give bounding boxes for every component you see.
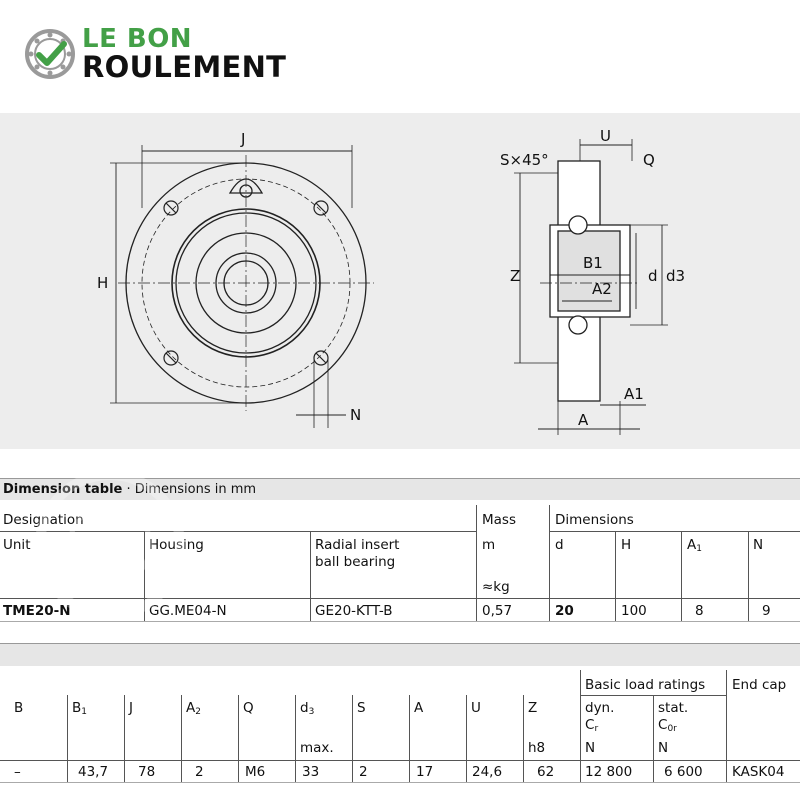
mass-unit-kg: ≈kg: [482, 579, 510, 595]
label-S45: S×45°: [500, 151, 549, 169]
brand-line1: LE BON: [82, 24, 193, 54]
A2-header: $A_2$: [186, 700, 201, 717]
label-B1: B1: [583, 254, 603, 272]
bearing-check-icon: [24, 28, 76, 80]
row2-S: 2: [359, 764, 368, 780]
label-Q: Q: [643, 151, 655, 169]
dimensions-header: Dimensions: [555, 512, 634, 528]
label-A: A: [578, 411, 589, 429]
B-header: B: [14, 700, 24, 716]
designation-header: Designation: [3, 512, 84, 528]
row2-B1: 43,7: [78, 764, 109, 780]
label-A2: A2: [592, 280, 612, 298]
endcap-header: End cap: [732, 677, 787, 693]
row2-J: 78: [138, 764, 156, 780]
dim-N-header: N: [753, 537, 764, 553]
flange-unit-drawing: [0, 113, 800, 449]
table1-subtitle: · Dimensions in mm: [122, 482, 257, 497]
row-A1: 8: [695, 603, 704, 619]
dim-H-header: H: [621, 537, 632, 553]
row2-Cr: 12 800: [585, 764, 633, 780]
row2-A2: 2: [195, 764, 204, 780]
row2-d3: 33: [302, 764, 320, 780]
row2-B: –: [14, 764, 21, 780]
label-U: U: [600, 127, 611, 145]
brand-logo: [24, 26, 286, 82]
S-header: S: [357, 700, 366, 716]
insert-header-line2: ball bearing: [315, 554, 396, 570]
row-unit: TME20-N: [3, 603, 71, 619]
label-N: N: [350, 406, 362, 424]
mass-unit-m: m: [482, 537, 496, 553]
label-H: H: [97, 274, 109, 292]
A-header: A: [414, 700, 424, 716]
housing-header: Housing: [149, 537, 204, 553]
row-d: 20: [555, 603, 574, 619]
row-N: 9: [762, 603, 771, 619]
label-A1: A1: [624, 385, 644, 403]
B1-header: $B_1$: [72, 700, 87, 717]
row2-Q: M6: [245, 764, 266, 780]
dyn-label: dyn.: [585, 700, 615, 716]
Cr-unit: N: [585, 740, 596, 756]
row2-U: 24,6: [472, 764, 503, 780]
row2-C0r: 6 600: [664, 764, 703, 780]
d3-header: $d_3$: [300, 700, 315, 717]
dim-A1-header: $A_1$: [687, 537, 702, 554]
label-d3: d3: [666, 267, 686, 285]
row2-Z: 62: [537, 764, 555, 780]
mass-header: Mass: [482, 512, 516, 528]
row2-endcap: KASK04: [732, 764, 785, 780]
dim-d-header: d: [555, 537, 564, 553]
brand-line2: ROULEMENT: [82, 50, 287, 84]
label-J: J: [241, 130, 246, 148]
unit-header: Unit: [3, 537, 31, 553]
J-header: J: [129, 700, 133, 716]
label-Z: Z: [510, 267, 521, 285]
basic-load-header: Basic load ratings: [585, 677, 706, 693]
Q-header: Q: [243, 700, 254, 716]
row-housing: GG.ME04-N: [149, 603, 227, 619]
label-d: d: [648, 267, 658, 285]
row2-A: 17: [416, 764, 434, 780]
C0r-label: $C_{0r}$: [658, 717, 677, 734]
row-H: 100: [621, 603, 647, 619]
Z-tolerance: h8: [528, 740, 546, 756]
technical-drawing: [0, 113, 800, 449]
Z-header: Z: [528, 700, 538, 716]
Cr-label: $C_r$: [585, 717, 599, 734]
table2-header-bar: [0, 643, 800, 666]
stat-label: stat.: [658, 700, 689, 716]
row-mass: 0,57: [482, 603, 513, 619]
U-header: U: [471, 700, 481, 716]
row-insert: GE20-KTT-B: [315, 603, 393, 619]
insert-header-line1: Radial insert: [315, 537, 400, 553]
table1-title: Dimension table: [3, 482, 123, 497]
C0r-unit: N: [658, 740, 669, 756]
table1-header-bar: [0, 478, 800, 500]
d3-max-label: max.: [300, 740, 334, 756]
